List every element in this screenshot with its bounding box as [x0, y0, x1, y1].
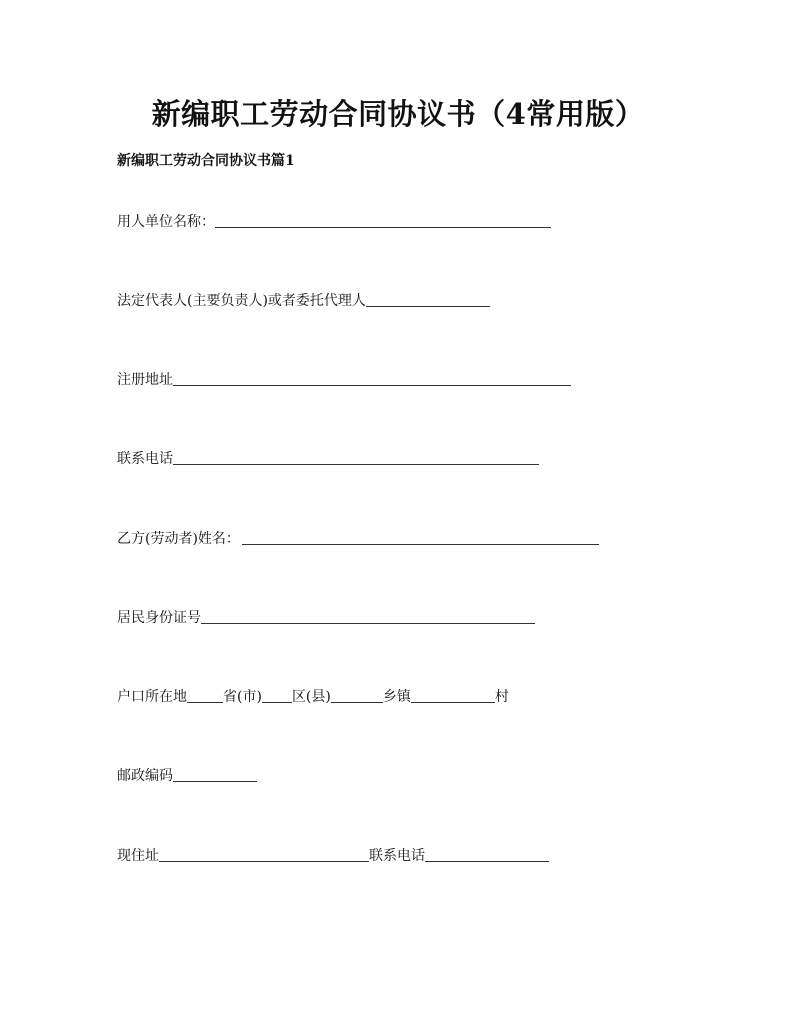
employee-name-line — [117, 528, 599, 548]
legal-rep-line — [117, 290, 490, 310]
document-title: 新编职工劳动合同协议书（4常用版） — [151, 97, 645, 131]
district-blank[interactable] — [262, 688, 292, 703]
current-address-line — [117, 845, 549, 865]
contact-phone-blank[interactable] — [173, 450, 539, 465]
employee-name-blank[interactable] — [242, 530, 599, 545]
village-label: 村 — [494, 689, 509, 705]
employer-name-label: 用人单位名称： — [117, 214, 215, 230]
postal-line — [117, 765, 257, 785]
contact-phone-line — [117, 448, 539, 468]
current-address-blank[interactable] — [159, 847, 369, 862]
current-address-label: 现住址 — [117, 848, 159, 864]
district-label: 区(县) — [291, 689, 331, 705]
province-label: 省(市) — [223, 689, 262, 705]
current-phone-label: 联系电话 — [369, 848, 425, 864]
employer-name-line — [117, 211, 551, 231]
legal-rep-blank[interactable] — [366, 292, 490, 307]
id-number-line — [117, 607, 535, 627]
postal-blank[interactable] — [173, 767, 257, 782]
id-number-blank[interactable] — [201, 609, 535, 624]
household-label: 户口所在地 — [117, 689, 187, 705]
household-line — [117, 686, 509, 706]
current-phone-blank[interactable] — [425, 847, 549, 862]
employee-name-label: 乙方(劳动者)姓名： — [117, 531, 240, 547]
village-blank[interactable] — [411, 688, 495, 703]
postal-label: 邮政编码 — [117, 768, 173, 784]
town-label: 乡镇 — [382, 689, 411, 705]
reg-address-label: 注册地址 — [117, 372, 173, 388]
legal-rep-label: 法定代表人(主要负责人)或者委托代理人 — [117, 293, 366, 309]
reg-address-blank[interactable] — [173, 371, 571, 386]
contact-phone-label: 联系电话 — [117, 451, 173, 467]
reg-address-line — [117, 369, 571, 389]
section-heading: 新编职工劳动合同协议书篇1 — [117, 153, 295, 169]
id-number-label: 居民身份证号 — [117, 610, 201, 626]
town-blank[interactable] — [331, 688, 383, 703]
employer-name-blank[interactable] — [215, 213, 551, 228]
province-blank[interactable] — [187, 688, 223, 703]
